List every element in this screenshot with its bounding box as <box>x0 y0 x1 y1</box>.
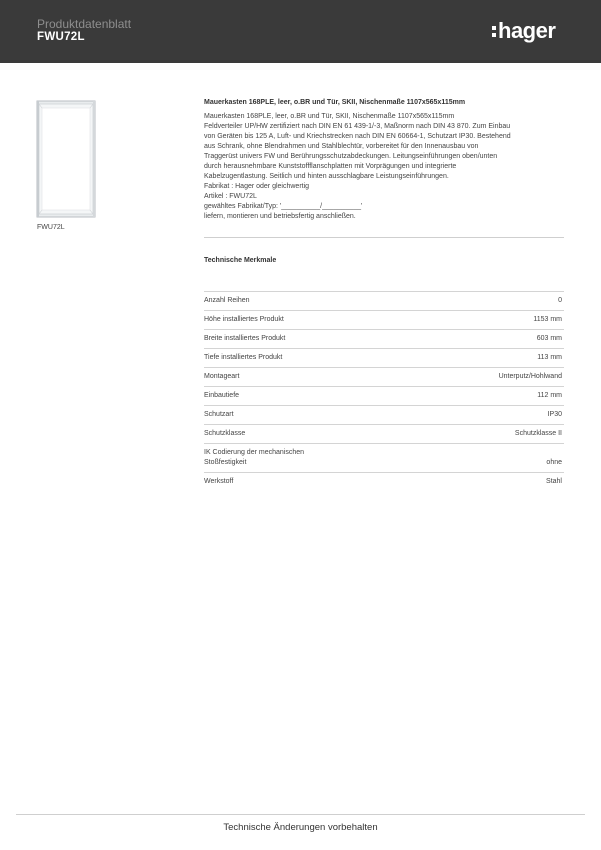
description-line: durch herausnehmbare Kunststoffflanschplatten mit Vorprägungen und integrierte <box>204 163 457 170</box>
spec-label: Montageart <box>204 373 240 380</box>
spec-row <box>204 472 564 491</box>
spec-row <box>204 329 564 348</box>
spec-row <box>204 386 564 405</box>
document-type: Produktdatenblatt <box>37 17 132 31</box>
spec-label <box>204 448 304 468</box>
hager-logo <box>492 17 555 45</box>
description-line: liefern, montieren und betriebsfertig anschließen. <box>204 213 356 220</box>
spec-label: Höhe installiertes Produkt <box>204 316 284 323</box>
specs-table <box>204 291 564 491</box>
product-title: Mauerkasten 168PLE, leer, o.BR und Tür, SKII, Nischenmaße 1107x565x115mm <box>204 99 466 106</box>
spec-value: Stahl <box>546 478 562 485</box>
spec-value: Unterputz/Hohlwand <box>498 373 562 380</box>
spec-row <box>204 405 564 424</box>
specs-title: Technische Merkmale <box>204 257 277 264</box>
spec-value: 112 mm <box>537 392 562 399</box>
logo-text: hager <box>498 18 556 43</box>
product-description <box>204 112 564 222</box>
spec-row <box>204 443 564 472</box>
spec-label: Schutzklasse <box>204 430 246 437</box>
spec-row <box>204 424 564 443</box>
spec-value: Schutzklasse II <box>514 430 562 437</box>
spec-label: Schutzart <box>204 411 234 418</box>
description-line: von Geräten bis 125 A, Luft- und Kriechstrecken nach DIN EN 60664-1, Schutzart IP30. Bestehend <box>204 133 511 140</box>
logo-mark-icon <box>492 23 497 39</box>
description-line: Fabrikat : Hager oder gleichwertig <box>204 183 310 190</box>
description-line: aus Schrank, ohne Blendrahmen und Stahlblechtür, vorbereitet für den Innenausbau von <box>204 143 479 150</box>
description-line: Kabelzugentlastung. Seitlich und hinten ausschlagbare Leistungseinführungen. <box>204 173 449 180</box>
spec-value: 113 mm <box>537 354 562 361</box>
product-description-section <box>204 99 564 222</box>
description-line: Mauerkasten 168PLE, leer, o.BR und Tür, SKII, Nischenmaße 1107x565x115mm <box>204 113 455 120</box>
page-header <box>0 0 601 63</box>
spec-label-line: Stoßfestigkeit <box>204 459 247 466</box>
section-divider <box>204 237 564 238</box>
spec-label: Anzahl Reihen <box>204 297 250 304</box>
footer-disclaimer: Technische Änderungen vorbehalten <box>223 822 378 833</box>
description-line: Artikel : FWU72L <box>204 193 257 200</box>
spec-value: IP30 <box>547 411 562 418</box>
product-image <box>36 100 96 218</box>
spec-label: Werkstoff <box>204 478 234 485</box>
footer-divider <box>16 814 585 815</box>
description-line: Traggerüst univers FW und Berührungsschutzabdeckungen. Leitungseinführungen oben/unten <box>204 153 498 160</box>
spec-row <box>204 310 564 329</box>
spec-value: 1153 mm <box>533 316 562 323</box>
description-line: gewähltes Fabrikat/Typ: '__________/__________' <box>204 203 363 210</box>
description-line: Feldverteiler UP/HW zertifiziert nach DIN EN 61 439-1/-3, Maßnorm nach DIN 43 870. Zum Einbau <box>204 123 511 130</box>
spec-label: Breite installiertes Produkt <box>204 335 286 342</box>
spec-row <box>204 348 564 367</box>
spec-row <box>204 367 564 386</box>
spec-label: Tiefe installiertes Produkt <box>204 354 283 361</box>
spec-value: 603 mm <box>536 335 562 342</box>
spec-value: ohne <box>546 459 562 466</box>
spec-value: 0 <box>558 297 562 304</box>
product-image-caption: FWU72L <box>37 224 65 231</box>
spec-label: Einbautiefe <box>204 392 240 399</box>
spec-row <box>204 291 564 310</box>
spec-label-line: IK Codierung der mechanischen <box>204 449 305 456</box>
product-code: FWU72L <box>37 31 85 43</box>
